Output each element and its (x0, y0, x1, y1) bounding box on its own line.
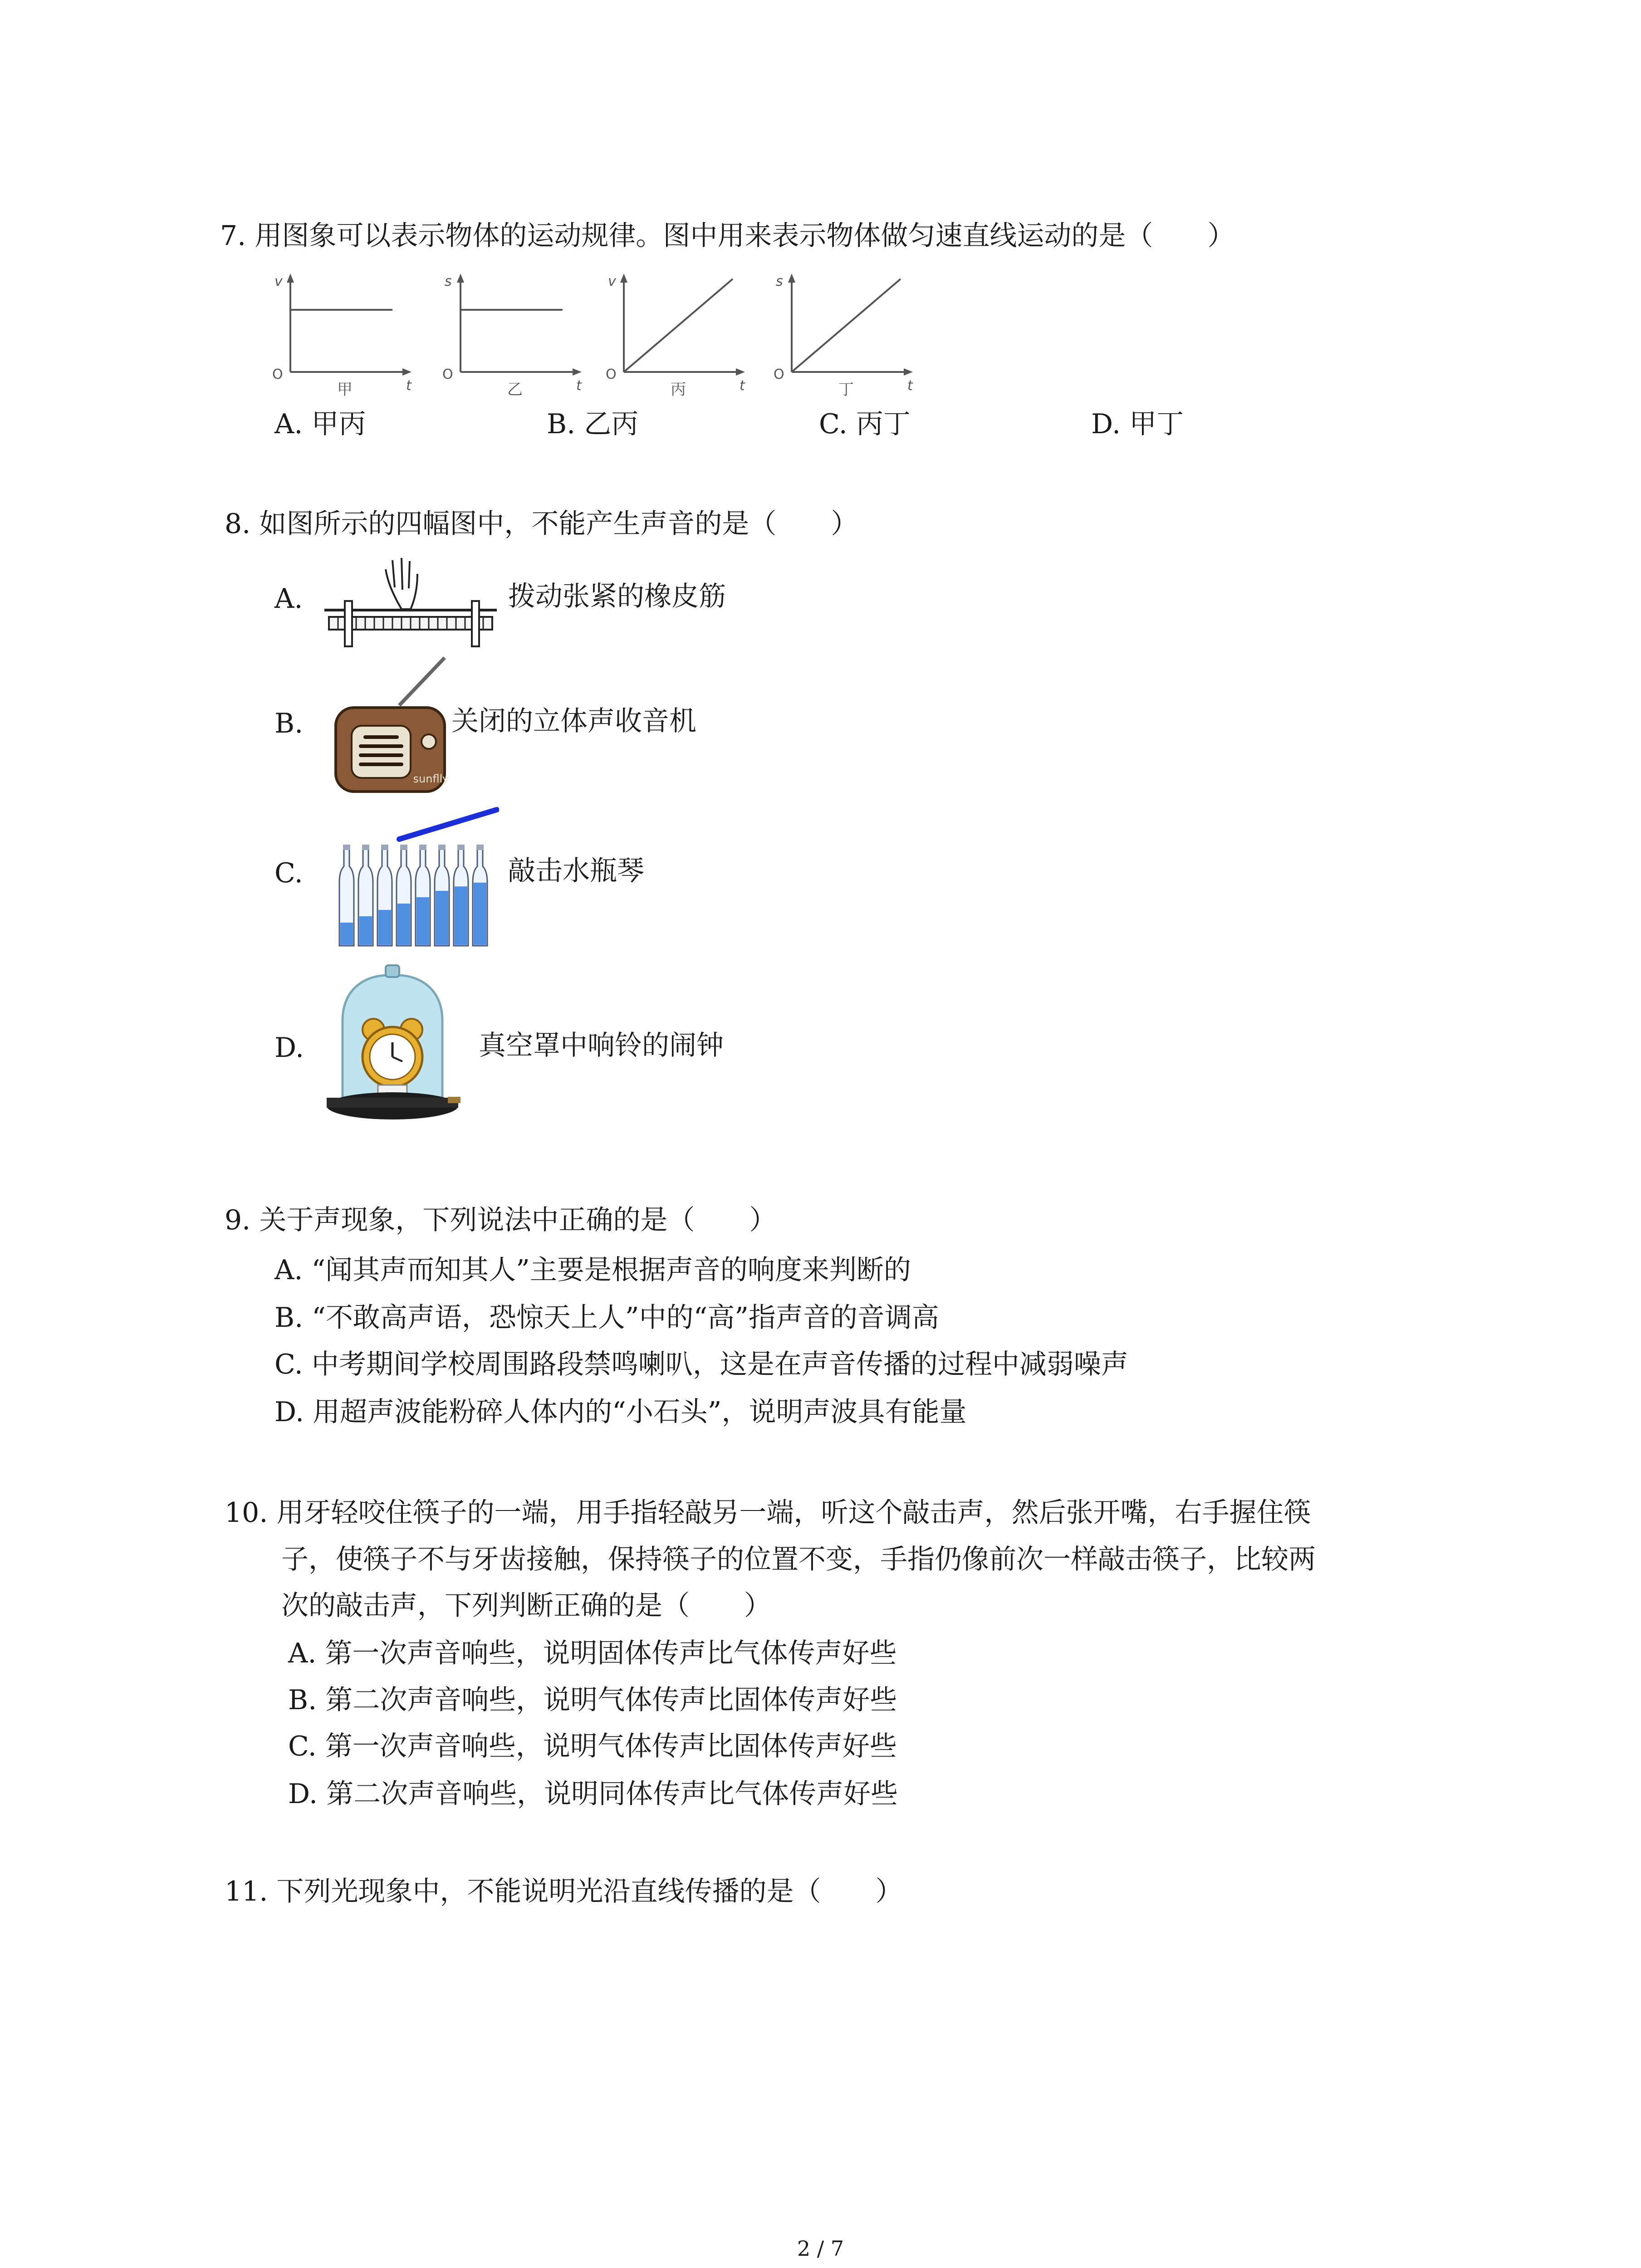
q9-option-b[interactable]: B. “不敢高声语，恐惊天上人”中的“高”指声音的音调高 (274, 1302, 939, 1334)
q8-option-d-letter[interactable]: D. (274, 1032, 304, 1064)
x-axis-arrow (904, 368, 913, 376)
y-axis-label: s (445, 274, 452, 289)
bottle (435, 845, 449, 946)
y-axis-label: v (274, 274, 283, 289)
graph-caption: 乙 (507, 381, 523, 399)
bottle (454, 845, 468, 946)
q7-graph-4 (771, 270, 921, 401)
q10-stem-line-2: 子，使筷子不与牙齿接触，保持筷子的位置不变，手指仍像前次一样敲击筷子，比较两 (281, 1544, 1316, 1575)
q10-stem-line-3: 次的敲击声，下列判断正确的是（ ） (281, 1590, 771, 1622)
q8-option-a-letter[interactable]: A. (274, 583, 303, 615)
origin-label: O (774, 367, 784, 382)
y-axis-label: v (608, 274, 616, 289)
q7-option-a[interactable]: A. 甲丙 (274, 408, 366, 440)
x-axis-label: t (576, 378, 582, 394)
origin-label: O (442, 367, 453, 382)
y-axis-arrow (788, 274, 795, 283)
bottle (339, 845, 354, 946)
q10-stem-line-1: 10. 用牙轻咬住筷子的一端，用手指轻敲另一端，听这个敲击声，然后张开嘴，右手握住筷 (225, 1497, 1311, 1529)
q8-option-d-text: 真空罩中响铃的闹钟 (479, 1030, 724, 1061)
q10-option-d[interactable]: D. 第二次声音响些，说明同体传声比气体传声好些 (288, 1778, 898, 1810)
bottle (397, 845, 411, 946)
q10-option-c[interactable]: C. 第一次声音响些，说明气体传声比固体传声好些 (288, 1730, 897, 1762)
graph-caption: 丙 (671, 381, 686, 399)
bottle (416, 845, 430, 946)
y-axis-label: s (776, 274, 783, 289)
q8-stem: 8. 如图所示的四幅图中，不能产生声音的是（ ） (225, 508, 858, 540)
q7-option-b[interactable]: B. 乙丙 (547, 408, 639, 440)
y-axis-arrow (457, 274, 464, 283)
q8-option-b-text: 关闭的立体声收音机 (451, 705, 696, 737)
radio-icon (331, 653, 449, 798)
q7-graph-1 (270, 270, 420, 401)
graph-line (792, 279, 901, 372)
x-axis-label: t (406, 378, 411, 394)
graph-caption: 丁 (838, 381, 854, 399)
bottle (473, 845, 487, 946)
q9-option-d[interactable]: D. 用超声波能粉碎人体内的“小石头”，说明声波具有能量 (274, 1396, 967, 1428)
q7-option-d[interactable]: D. 甲丁 (1091, 408, 1184, 440)
q7-graph-3 (603, 270, 753, 401)
q9-stem: 9. 关于声现象，下列说法中正确的是（ ） (225, 1204, 777, 1236)
x-axis-arrow (736, 368, 745, 376)
y-axis-arrow (620, 274, 627, 283)
page-number: 2 / 7 (797, 2236, 844, 2261)
q11-stem: 11. 下列光现象中，不能说明光沿直线传播的是（ ） (225, 1876, 903, 1907)
q7-stem: 7. 用图象可以表示物体的运动规律。图中用来表示物体做匀速直线运动的是（ ） (220, 220, 1235, 252)
rubber-band-icon (324, 556, 497, 655)
origin-label: O (272, 367, 283, 382)
q10-option-a[interactable]: A. 第一次声音响些，说明固体传声比气体传声好些 (288, 1637, 897, 1669)
x-axis-arrow (573, 368, 582, 376)
graph-line (624, 279, 733, 372)
x-axis-label: t (907, 378, 913, 394)
water-bottles-icon (331, 803, 499, 948)
q7-graph-2 (440, 270, 590, 401)
origin-label: O (606, 367, 617, 382)
q8-option-c-text: 敲击水瓶琴 (508, 855, 644, 887)
x-axis-label: t (740, 378, 745, 394)
q10-option-b[interactable]: B. 第二次声音响些，说明气体传声比固体传声好些 (288, 1684, 897, 1716)
q9-option-a[interactable]: A. “闻其声而知其人”主要是根据声音的响度来判断的 (274, 1254, 911, 1286)
bottle (377, 845, 392, 946)
q8-option-a-text: 拨动张紧的橡皮筋 (508, 581, 726, 612)
graph-caption: 甲 (337, 381, 353, 399)
q9-option-c[interactable]: C. 中考期间学校周围路段禁鸣喇叭，这是在声音传播的过程中减弱噪声 (274, 1349, 1128, 1380)
bottle (358, 845, 373, 946)
q7-option-c[interactable]: C. 丙丁 (819, 408, 911, 440)
q8-option-c-letter[interactable]: C. (274, 857, 303, 889)
x-axis-arrow (402, 368, 411, 376)
radio-brand: sunflly (413, 772, 449, 785)
y-axis-arrow (287, 274, 294, 283)
q8-option-b-letter[interactable]: B. (274, 708, 304, 739)
alarm-clock-bell-jar-icon (324, 962, 460, 1129)
